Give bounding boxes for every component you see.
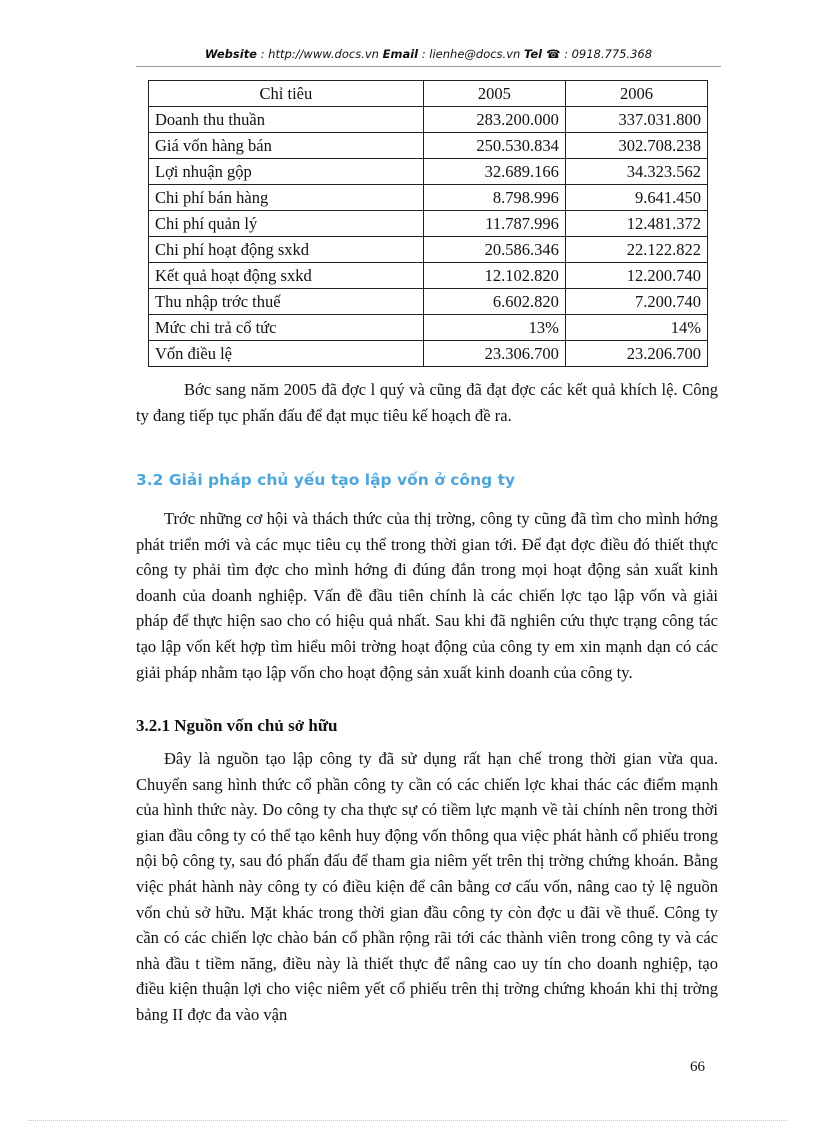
value-2006-cell: 337.031.800 bbox=[565, 107, 707, 133]
value-2006-cell: 23.206.700 bbox=[565, 341, 707, 367]
table-row bbox=[149, 211, 708, 237]
value-2006-cell: 7.200.740 bbox=[565, 289, 707, 315]
column-header-2006: 2006 bbox=[565, 81, 707, 107]
page-number: 66 bbox=[690, 1059, 705, 1075]
value-2005-cell: 11.787.996 bbox=[423, 211, 565, 237]
row-label-cell: Chi phí bán hàng bbox=[149, 185, 424, 211]
table-row bbox=[149, 263, 708, 289]
value-2006-cell: 22.122.822 bbox=[565, 237, 707, 263]
section-title: 3.2 Giải pháp chủ yếu tạo lập vốn ở công ty bbox=[136, 471, 516, 489]
subsection-title: 3.2.1 Nguồn vốn chủ sở hữu bbox=[136, 716, 338, 735]
table-row bbox=[149, 107, 708, 133]
table-row bbox=[149, 341, 708, 367]
value-2005-cell: 23.306.700 bbox=[423, 341, 565, 367]
email-value[interactable]: : lienhe@docs.vn bbox=[421, 47, 521, 61]
row-label-cell: Kết quả hoạt động sxkd bbox=[149, 263, 424, 289]
value-2006-cell: 302.708.238 bbox=[565, 133, 707, 159]
table-row bbox=[149, 133, 708, 159]
financial-table bbox=[148, 80, 708, 367]
table-body bbox=[149, 107, 708, 367]
tel-label: Tel ☎ bbox=[523, 47, 561, 61]
row-label-cell: Vốn điều lệ bbox=[149, 341, 424, 367]
value-2006-cell: 14% bbox=[565, 315, 707, 341]
value-2005-cell: 250.530.834 bbox=[423, 133, 565, 159]
row-label-cell: Chi phí quản lý bbox=[149, 211, 424, 237]
website-value[interactable]: : http://www.docs.vn bbox=[260, 47, 379, 61]
row-label-cell: Doanh thu thuần bbox=[149, 107, 424, 133]
row-label-cell: Mức chi trả cổ tức bbox=[149, 315, 424, 341]
value-2005-cell: 6.602.820 bbox=[423, 289, 565, 315]
row-label-cell: Lợi nhuận gộp bbox=[149, 159, 424, 185]
table-row bbox=[149, 159, 708, 185]
table-row bbox=[149, 315, 708, 341]
value-2006-cell: 12.481.372 bbox=[565, 211, 707, 237]
intro-paragraph: Bớc sang năm 2005 đã đợc l quý và cũng đã đạt đợc các kết quả khích lệ. Công ty đang tiếp tục phấn đấu để đạt mục tiêu kế hoạch đề ra. bbox=[136, 380, 718, 425]
column-header-2005: 2005 bbox=[423, 81, 565, 107]
website-label: Website bbox=[204, 47, 257, 61]
row-label-cell: Chi phí hoạt động sxkd bbox=[149, 237, 424, 263]
table-row bbox=[149, 289, 708, 315]
header-divider bbox=[136, 66, 721, 67]
table-row bbox=[149, 185, 708, 211]
value-2006-cell: 34.323.562 bbox=[565, 159, 707, 185]
table-row bbox=[149, 237, 708, 263]
column-header-indicator: Chỉ tiêu bbox=[149, 81, 424, 107]
value-2006-cell: 9.641.450 bbox=[565, 185, 707, 211]
value-2005-cell: 32.689.166 bbox=[423, 159, 565, 185]
row-label-cell: Giá vốn hàng bán bbox=[149, 133, 424, 159]
value-2005-cell: 13% bbox=[423, 315, 565, 341]
section-paragraph: Trớc những cơ hội và thách thức của thị trờng, công ty cũng đã tìm cho mình hớng phát triển mới và các mục tiêu cụ thể trong thời gian tới. Để đạt đợc điều đó thiết thực công ty phải tìm đợc cho mình hớng đi đúng đắn trong mọi hoạt động sản xuất kinh doanh của doanh nghiệp. Vấn đề đầu tiên chính là các chiến lợc tạo lập vốn và giải pháp để thực hiện sao cho có hiệu quả nhất. Sau khi đã nghiên cứu thực trạng công tác tạo lập vốn kết hợp tìm hiểu môi trờng hoạt động của công ty em xin mạnh dạn có các giải pháp nhằm tạo lập vốn cho hoạt động sản xuất kinh doanh của công ty. bbox=[136, 509, 718, 682]
footer-divider bbox=[28, 1120, 788, 1121]
table-header-row bbox=[149, 81, 708, 107]
email-label: Email bbox=[382, 47, 419, 61]
value-2005-cell: 12.102.820 bbox=[423, 263, 565, 289]
tel-value: : 0918.775.368 bbox=[564, 47, 653, 61]
row-label-cell: Thu nhập trớc thuế bbox=[149, 289, 424, 315]
subsection-paragraph: Đây là nguồn tạo lập công ty đã sử dụng rất hạn chế trong thời gian vừa qua. Chuyển sang hình thức cổ phần công ty cần có các chiến lợc khai thác các điểm mạnh của hình thức này. Do công ty cha thực sự có tiềm lực mạnh về tài chính nên trong thời gian đầu công ty có thể tạo kênh huy động vốn thông qua việc phát hành cổ phiếu trong nội bộ công ty, sau đó phấn đấu để tham gia niêm yết trên thị trờng chứng khoán. Bằng việc phát hành này công ty có điều kiện để cân bằng cơ cấu vốn, nâng cao tỷ lệ nguồn vốn chủ sở hữu. Mặt khác trong thời gian đầu công ty còn đợc u đãi về thuế. Công ty cần có các chiến lợc chào bán cổ phần rộng rãi tới các thành viên trong công ty và các nhà đầu t tiềm năng, điều này là thiết thực để nâng cao uy tín cho doanh nghiệp, tạo điều kiện thuận lợi cho việc niêm yết cổ phiếu trên thị trờng chứng khoán khi thị trờng bảng II đợc đa vào vận bbox=[136, 749, 718, 1024]
value-2005-cell: 283.200.000 bbox=[423, 107, 565, 133]
value-2005-cell: 8.798.996 bbox=[423, 185, 565, 211]
value-2006-cell: 12.200.740 bbox=[565, 263, 707, 289]
value-2005-cell: 20.586.346 bbox=[423, 237, 565, 263]
page-header bbox=[136, 47, 721, 61]
